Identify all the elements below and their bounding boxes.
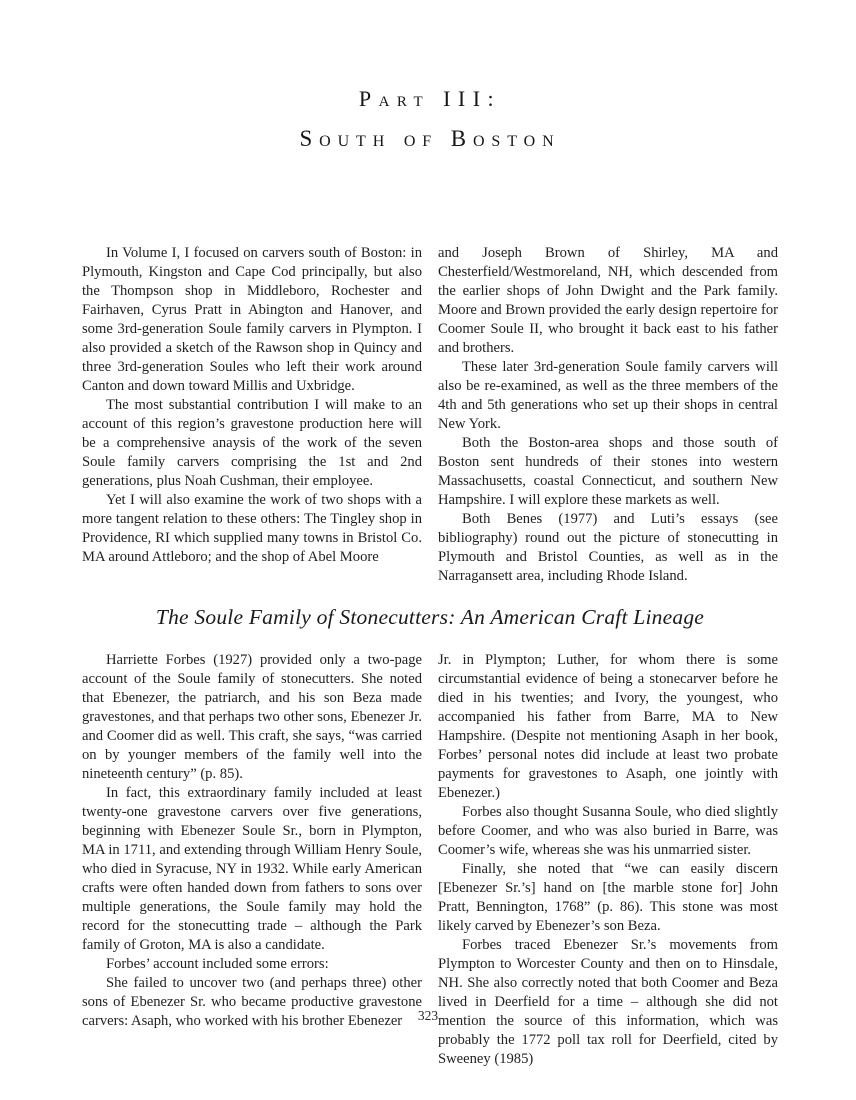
part-title-block <box>82 86 778 152</box>
intro-left-paragraph-2: The most substantial contribution I will make to an account of this region’s gravestone production here will be a comprehensive anaysis of the work of the seven Soule family carvers comprising the 1st and 2nd generations, plus Noah Cushman, their employee. <box>82 397 422 489</box>
intro-left-paragraph-3: Yet I will also examine the work of two shops with a more tangent relation to these others: The Tingley shop in Providence, RI which supplied many towns in Bristol Co. MA around Attleboro; and the shop of Abel Moore <box>82 492 422 565</box>
intro-right-paragraph-1: and Joseph Brown of Shirley, MA and Chesterfield/Westmoreland, NH, which descended from the earlier shops of John Dwight and the Park family. Moore and Brown provided the early design repertoire for Coomer Soule II, who brought it back east to his father and brothers. <box>438 245 778 356</box>
section-left-paragraph-1: Harriette Forbes (1927) provided only a two-page account of the Soule family of stonecutters. She noted that Ebenezer, the patriarch, and his son Beza made gravestones, and that perhaps two other sons, Ebenezer Jr. and Coomer did as well. This craft, she says, “was carried on by younger members of the family well into the nineteenth century” (p. 85). <box>82 652 422 782</box>
intro-right-paragraph-2: These later 3rd-generation Soule family carvers will also be re-examined, as well as the three members of the 4th and 5th generations who set up their shops in central New York. <box>438 359 778 432</box>
intro-left-paragraph-1: In Volume I, I focused on carvers south of Boston: in Plymouth, Kingston and Cape Cod principally, but also the Thompson shop in Middleboro, Rochester and Fairhaven, Cyrus Pratt in Abington and Hanover, and some 3rd-generation Soule family carvers in Plympton. I also provided a sketch of the Rawson shop in Quincy and three 3rd-generation Soules who left their work around Canton and down toward Millis and Uxbridge. <box>82 245 422 394</box>
section-left-paragraph-2: In fact, this extraordinary family included at least twenty-one gravestone carvers over five generations, beginning with Ebenezer Soule Sr., born in Plympton, MA in 1711, and extending through William Henry Soule, who died in Syracuse, NY in 1932. While early American crafts were often handed down from fathers to sons over multiple generations, the Soule family may hold the record for the stonecutting trade – although the Park family of Groton, MA is also a candidate. <box>82 785 422 953</box>
intro-right-paragraph-3: Both the Boston-area shops and those south of Boston sent hundreds of their stones into western Massachusetts, coastal Connecticut, and southern New Hampshire. I will explore these markets as well. <box>438 435 778 508</box>
section-heading: The Soule Family of Stonecutters: An American Craft Lineage <box>155 605 705 629</box>
section-right-paragraph-3: Finally, she noted that “we can easily discern [Ebenezer Sr.’s] hand on [the marble stone for] John Pratt, Bennington, 1768” (p. 86). This stone was most likely carved by Ebenezer’s son Beza. <box>438 861 778 934</box>
section-columns <box>82 651 778 1069</box>
intro-right-column <box>438 244 778 586</box>
page-number: 323 <box>417 1008 439 1023</box>
intro-right-paragraph-4: Both Benes (1977) and Luti’s essays (see bibliography) round out the picture of stonecutting in Plymouth and Bristol Counties, as well as in the Narragansett area, including Rhode Island. <box>438 511 778 584</box>
section-left-paragraph-3: Forbes’ account included some errors: <box>106 956 329 972</box>
section-right-paragraph-2: Forbes also thought Susanna Soule, who died slightly before Coomer, and who was also buried in Barre, was Coomer’s wife, whereas she was his unmarried sister. <box>438 804 778 858</box>
part-title: Part III: <box>358 86 502 111</box>
part-subtitle: South of Boston <box>299 126 561 151</box>
section-right-column <box>438 651 778 1069</box>
intro-columns <box>82 244 778 586</box>
intro-left-column <box>82 244 422 586</box>
section-right-paragraph-4: Forbes traced Ebenezer Sr.’s movements from Plympton to Worcester County and then on to Hinsdale, NH. She also correctly noted that both Coomer and Beza lived in Deerfield for a time – although she did not mention the source of this information, which was probably the 1772 poll tax roll for Deerfield, cited by Sweeney (1985) <box>438 937 778 1067</box>
section-left-column <box>82 651 422 1069</box>
section-left-paragraph-4: She failed to uncover two (and perhaps three) other sons of Ebenezer Sr. who became productive gravestone carvers: Asaph, who worked with his brother Ebenezer <box>82 975 422 1029</box>
section-right-paragraph-1: Jr. in Plympton; Luther, for whom there is some circumstantial evidence of being a stonecarver before he died in his twenties; and Ivory, the youngest, who accompanied his father from Barre, MA to New Hampshire. (Despite not mentioning Asaph in her book, Forbes’ personal notes did include at least two probate payments for gravestones to Asaph, one jointly with Ebenezer.) <box>438 652 778 801</box>
